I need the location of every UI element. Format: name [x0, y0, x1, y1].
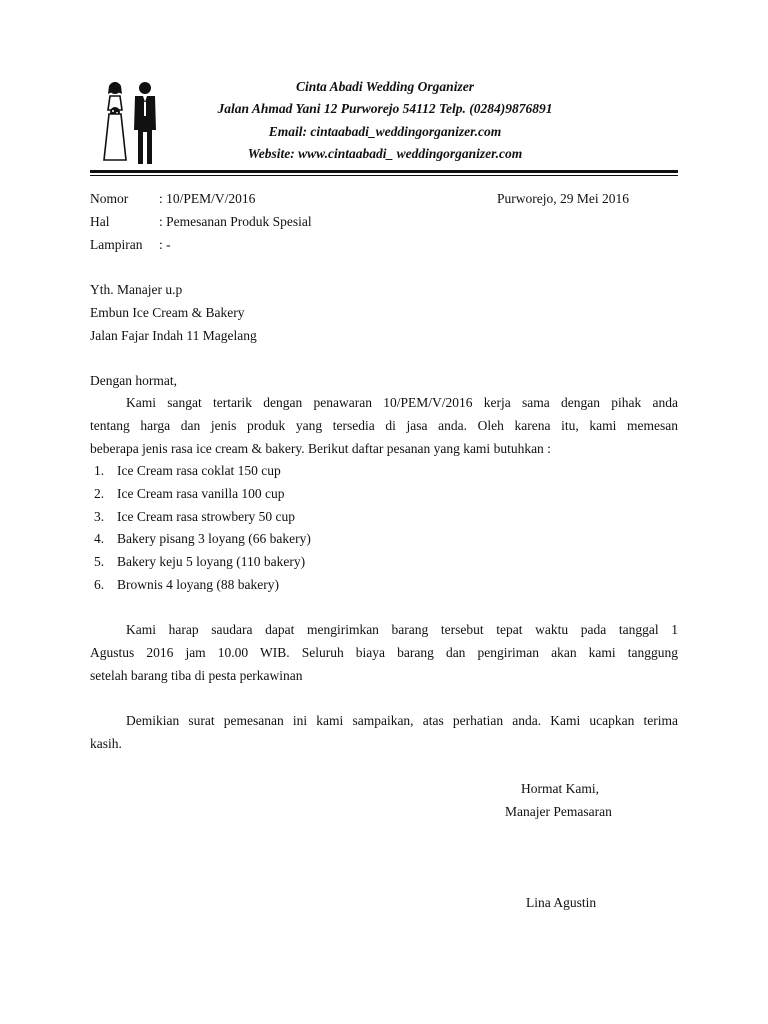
recipient-line-2: Embun Ice Cream & Bakery	[90, 305, 245, 320]
nomor-value: : 10/PEM/V/2016	[159, 191, 256, 206]
bride-figure	[104, 82, 126, 160]
paragraph-3-line-1: Demikian surat pemesanan ini kami sampaikan, atas perhatian anda. Kami ucapkan terima	[126, 713, 678, 728]
nomor-label: Nomor	[90, 191, 129, 206]
closing: Hormat Kami,	[521, 781, 599, 796]
company-address: Jalan Ahmad Yani 12 Purworejo 54112 Telp. (0284)9876891	[217, 101, 553, 116]
list-item: Ice Cream rasa strowbery 50 cup	[117, 509, 296, 524]
list-item-number: 4.	[94, 531, 105, 546]
recipient-line-3: Jalan Fajar Indah 11 Magelang	[90, 328, 257, 343]
lampiran-label: Lampiran	[90, 237, 143, 252]
hal-value: : Pemesanan Produk Spesial	[159, 214, 312, 229]
paragraph-1-line-2: tentang harga dan jenis produk yang tersedia di jasa anda. Oleh karena itu, kami memesan	[90, 418, 678, 433]
list-item-number: 3.	[94, 509, 105, 524]
paragraph-2-line-3: setelah barang tiba di pesta perkawinan	[90, 668, 303, 683]
hal-label: Hal	[90, 214, 110, 229]
list-item: Brownis 4 loyang (88 bakery)	[117, 577, 279, 592]
list-item: Ice Cream rasa vanilla 100 cup	[117, 486, 285, 501]
list-item: Ice Cream rasa coklat 150 cup	[117, 463, 281, 478]
list-item-number: 6.	[94, 577, 105, 592]
company-name: Cinta Abadi Wedding Organizer	[296, 79, 474, 94]
paragraph-2-line-1: Kami harap saudara dapat mengirimkan barang tersebut tepat waktu pada tanggal 1	[126, 622, 678, 637]
greeting: Dengan hormat,	[90, 373, 177, 388]
list-item-number: 2.	[94, 486, 105, 501]
recipient-line-1: Yth. Manajer u.p	[90, 282, 183, 297]
paragraph-1-line-3: beberapa jenis rasa ice cream & bakery. Berikut daftar pesanan yang kami butuhkan :	[90, 441, 551, 456]
paragraph-2-line-2: Agustus 2016 jam 10.00 WIB. Seluruh biaya barang dan pengiriman akan kami tanggung	[90, 645, 678, 660]
list-item-number: 5.	[94, 554, 105, 569]
company-email: Email: cintaabadi_weddingorganizer.com	[268, 124, 502, 139]
lampiran-value: : -	[159, 237, 171, 252]
signer-position: Manajer Pemasaran	[505, 804, 612, 819]
list-item: Bakery pisang 3 loyang (66 bakery)	[117, 531, 311, 546]
header-rule-thin	[90, 175, 678, 176]
list-item-number: 1.	[94, 463, 105, 478]
paragraph-1-line-1: Kami sangat tertarik dengan penawaran 10/PEM/V/2016 kerja sama dengan pihak anda	[126, 395, 678, 410]
paragraph-3-line-2: kasih.	[90, 736, 122, 751]
header-rule-thick	[90, 170, 678, 173]
signer-name: Lina Agustin	[526, 895, 597, 910]
place-date: Purworejo, 29 Mei 2016	[497, 191, 629, 206]
list-item: Bakery keju 5 loyang (110 bakery)	[117, 554, 306, 569]
company-website: Website: www.cintaabadi_ weddingorganizer.com	[247, 146, 523, 161]
